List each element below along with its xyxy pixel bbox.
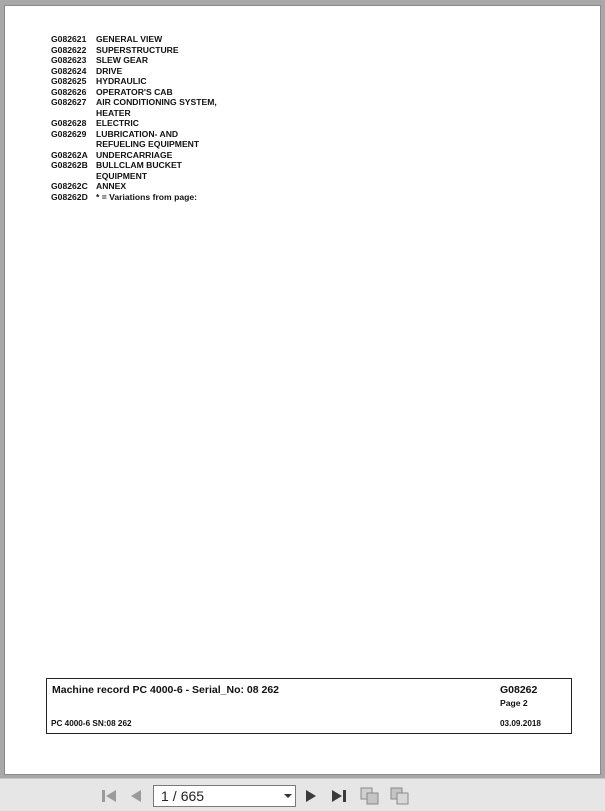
toc-title: HYDRAULIC [96,76,147,86]
toc-row [51,118,236,129]
toc-row [51,45,236,56]
toc-title: AIR CONDITIONING SYSTEM, HEATER [96,97,217,118]
first-page-icon [100,787,118,805]
toc-title: DRIVE [96,65,123,76]
toc-code: G082627 [51,97,87,107]
current-page: 1 [161,788,169,804]
page-separator: / [172,788,177,804]
document-page [4,5,601,775]
footer-title: Machine record PC 4000-6 - Serial_No: 08 262 [52,684,280,696]
toc-title: OPERATOR'S CAB [96,86,173,97]
toc-title: LUBRICATION- AND REFUELING EQUIPMENT [96,128,200,149]
toc-code: G082623 [51,55,87,65]
navigation-toolbar [0,778,605,811]
first-page-button[interactable] [99,786,119,806]
toc-code: G082621 [51,34,87,44]
toc-row [51,192,236,203]
toc-row [51,66,236,77]
toc-row [51,160,236,181]
toc-row [51,76,236,87]
toc-code: G08262D [51,191,88,202]
toc-row [51,55,236,66]
chevron-down-icon[interactable] [284,794,292,798]
toc-title: UNDERCARRIAGE [96,149,173,160]
toc-title: SUPERSTRUCTURE [96,44,179,55]
previous-page-icon [128,787,144,805]
toc-title: * = Variations from page: [96,191,198,202]
last-page-icon [330,787,350,805]
toc-code: G08262B [51,160,88,170]
single-page-view-button[interactable] [359,786,381,806]
footer-serial-number: PC 4000-6 SN:08 262 [51,719,132,728]
toc-row [51,87,236,98]
footer-document-code: G08262 [500,684,538,696]
toc-title: SLEW GEAR [96,55,149,65]
toc-row [51,34,236,45]
previous-page-button[interactable] [127,786,145,806]
single-page-view-icon [359,786,381,806]
toc-code: G082629 [51,128,87,139]
footer-page-number: Page 2 [500,698,528,708]
continuous-view-icon [389,786,411,806]
table-of-contents [51,34,236,202]
continuous-view-button[interactable] [389,786,411,806]
toc-row [51,129,236,150]
page-footer [46,678,572,734]
toc-code: G082624 [51,65,87,76]
last-page-button[interactable] [329,786,351,806]
footer-date: 03.09.2018 [500,719,541,728]
toc-row [51,150,236,161]
toc-code: G082625 [51,76,87,86]
page-number-select[interactable] [153,785,296,807]
total-pages: 665 [180,788,205,804]
toc-code: G08262C [51,181,88,191]
toc-row [51,181,236,192]
toc-code: G082626 [51,86,87,97]
toc-code: G08262A [51,149,88,160]
next-page-button[interactable] [302,786,320,806]
toc-code: G082628 [51,118,87,128]
toc-title: ELECTRIC [96,118,139,128]
toc-code: G082622 [51,44,87,55]
toc-row [51,97,236,118]
toc-title: GENERAL VIEW [96,34,163,44]
toc-title: ANNEX [96,181,127,191]
toc-title: BULLCLAM BUCKET EQUIPMENT [96,160,182,181]
next-page-icon [303,787,319,805]
